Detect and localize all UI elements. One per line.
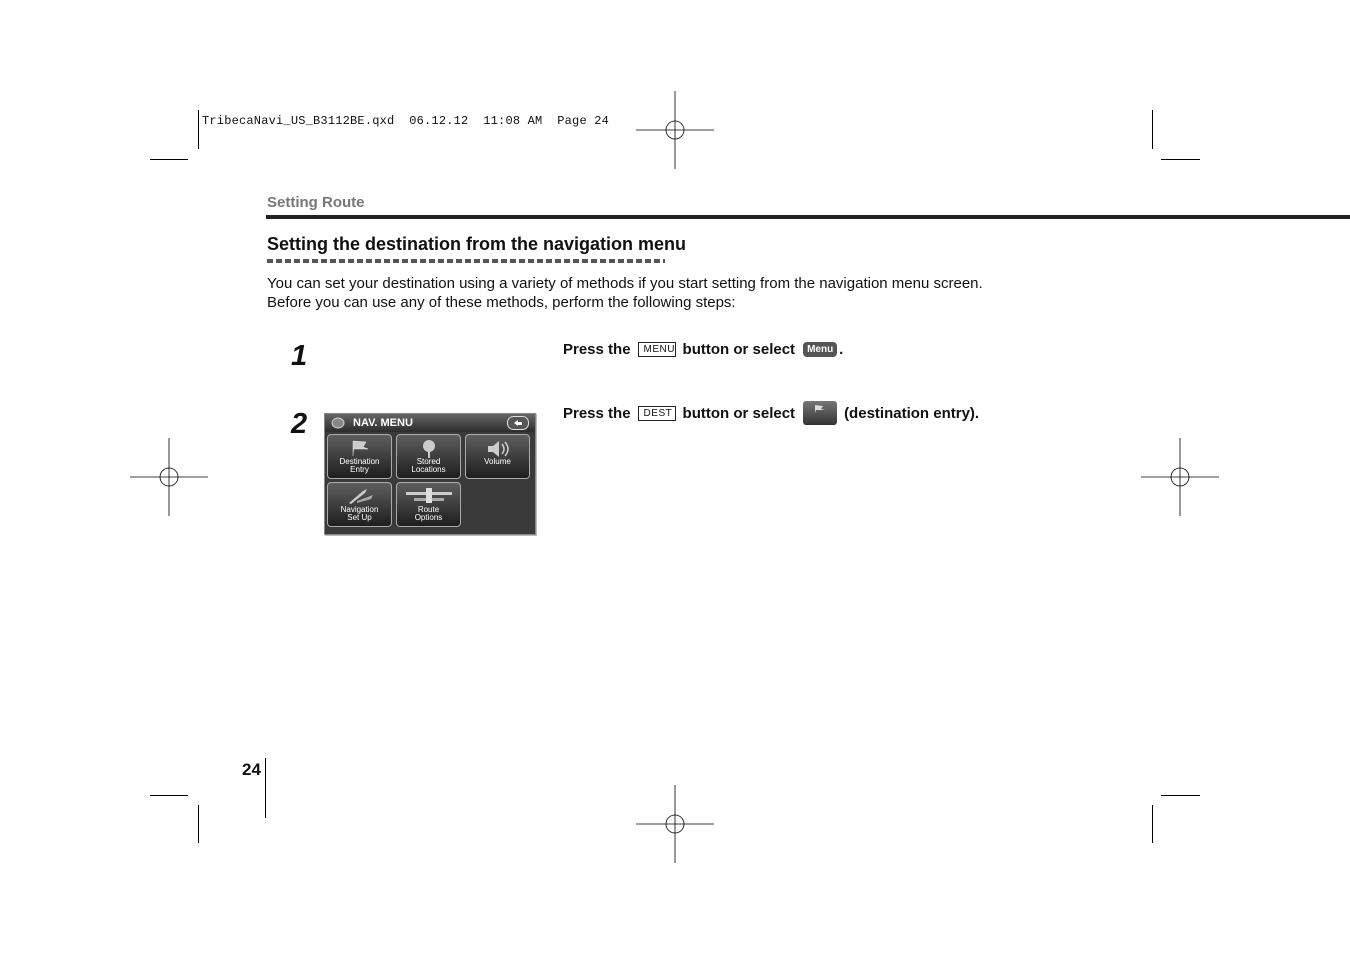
wrench-icon	[345, 487, 375, 505]
step-instruction	[563, 341, 843, 358]
crop-mark	[198, 805, 199, 843]
instruction-text: Press the	[563, 341, 631, 358]
instruction-text: (destination entry).	[844, 404, 980, 422]
button-label: Route	[417, 505, 440, 514]
instruction-text: button or select	[682, 341, 796, 358]
intro-paragraph	[267, 274, 983, 312]
destination-entry-button[interactable]	[327, 434, 392, 479]
screen-title-bar	[325, 414, 535, 432]
button-label: Locations	[411, 465, 446, 474]
destination-entry-icon	[803, 401, 837, 425]
crop-mark	[1161, 159, 1200, 160]
page-heading: Setting the destination from the navigation menu	[267, 234, 687, 254]
instruction-text: Press the	[563, 404, 631, 422]
button-label: Entry	[350, 465, 369, 474]
volume-button[interactable]	[465, 434, 530, 479]
navigation-setup-button[interactable]	[327, 482, 392, 527]
section-label: Setting Route	[267, 194, 365, 211]
button-label: Navigation	[340, 505, 379, 514]
registration-mark-icon	[1141, 438, 1219, 516]
crop-mark	[1152, 805, 1153, 843]
instruction-text: .	[839, 341, 844, 358]
button-label: Options	[414, 513, 443, 522]
route-options-button[interactable]	[396, 482, 461, 527]
step-number: 2	[291, 408, 308, 440]
step-number: 1	[291, 340, 308, 372]
dest-key: DEST	[638, 406, 676, 421]
compass-icon	[331, 417, 345, 429]
stored-locations-button[interactable]	[396, 434, 461, 479]
crop-mark	[150, 795, 188, 796]
flag-icon	[349, 439, 371, 457]
registration-mark-icon	[636, 785, 714, 863]
crop-mark	[150, 159, 188, 160]
button-label: Destination	[339, 457, 380, 466]
intro-line: You can set your destination using a variety of methods if you start setting from the navigation menu screen.	[267, 275, 983, 292]
speaker-icon	[485, 439, 511, 459]
step-instruction	[563, 401, 979, 425]
route-icon	[404, 487, 454, 505]
print-slug: TribecaNavi_US_B3112BE.qxd 06.12.12 11:08 AM Page 24	[202, 114, 610, 128]
crop-mark	[198, 110, 199, 149]
pin-icon	[420, 439, 438, 459]
button-label: Stored	[416, 457, 441, 466]
back-arrow-icon[interactable]	[507, 416, 529, 430]
button-label: Volume	[484, 457, 511, 466]
crop-mark	[1161, 795, 1200, 796]
page-number: 24	[242, 760, 261, 779]
instruction-text: button or select	[682, 404, 796, 422]
crop-mark	[1152, 110, 1153, 149]
registration-mark-icon	[130, 438, 208, 516]
section-rule	[266, 215, 1350, 219]
screen-title: NAV. MENU	[353, 417, 413, 429]
intro-line: Before you can use any of these methods, perform the following steps:	[267, 294, 736, 311]
page-number-rule	[265, 758, 266, 818]
menu-key: MENU	[638, 342, 676, 357]
heading-underline	[267, 259, 665, 263]
nav-menu-screen	[324, 413, 536, 535]
menu-button-icon: Menu	[803, 342, 837, 357]
registration-mark-icon	[636, 91, 714, 169]
button-label: Set Up	[347, 513, 372, 522]
